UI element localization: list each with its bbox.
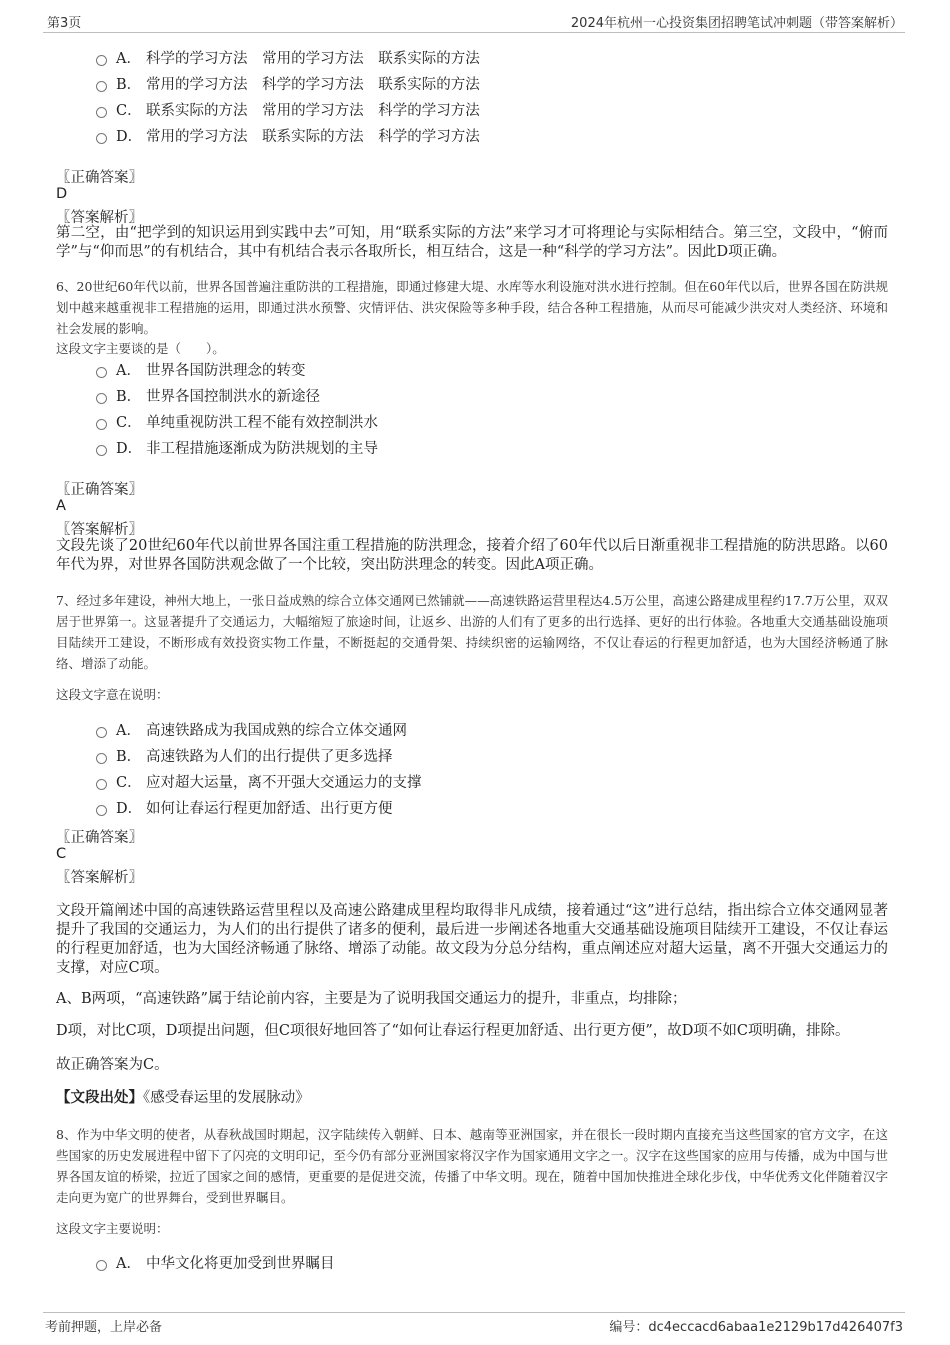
code-label: 编号：	[609, 1320, 649, 1335]
radio-icon[interactable]	[96, 1260, 107, 1271]
q6-answer-label: 〖正确答案〗	[56, 482, 143, 498]
q6-answer: A	[56, 498, 66, 514]
q5-analysis: 第二空，由“把学到的知识运用到实践中去”可知，用“联系实际的方法”来学习才可将理论与实际相结合。第三空，文段中，“俯而学”与“仰而思”的有机结合，其中有机结合表示各取所长，相互结合，这是一种“科学的学习方法”。因此D项正确。	[56, 225, 888, 260]
q5-option-d[interactable]: D． 常用的学习方法 联系实际的方法 科学的学习方法	[96, 122, 480, 148]
q6-analysis-label: 〖答案解析〗	[56, 522, 143, 538]
q5-option-b[interactable]: B． 常用的学习方法 科学的学习方法 联系实际的方法	[96, 70, 480, 96]
q7-option-c[interactable]: C． 应对超大运量，离不开强大交通运力的支撑	[96, 768, 422, 794]
q7-question: 这段文字意在说明：	[56, 687, 169, 702]
radio-icon[interactable]	[96, 367, 107, 378]
radio-icon[interactable]	[96, 753, 107, 764]
page-footer	[43, 1312, 905, 1337]
q8-question: 这段文字主要说明：	[56, 1221, 169, 1236]
radio-icon[interactable]	[96, 55, 107, 66]
q5-analysis-label: 〖答案解析〗	[56, 210, 143, 226]
q7-option-b[interactable]: B． 高速铁路为人们的出行提供了更多选择	[96, 742, 422, 768]
footer-code	[609, 1316, 903, 1335]
q6-option-d[interactable]: D． 非工程措施逐渐成为防洪规划的主导	[96, 434, 378, 460]
q5-answer: D	[56, 186, 68, 202]
q7-analysis-label: 〖答案解析〗	[56, 870, 143, 886]
radio-icon[interactable]	[96, 81, 107, 92]
radio-icon[interactable]	[96, 107, 107, 118]
q7-option-d[interactable]: D． 如何让春运行程更加舒适、出行更方便	[96, 794, 422, 820]
source-label: 【文段出处】	[56, 1089, 143, 1106]
q8-stem: 8、作为中华文明的使者，从春秋战国时期起，汉字陆续传入朝鲜、日本、越南等亚洲国家，并在很长一段时期内直接充当这些国家的官方文字，在这些国家的历史发展进程中留下了闪亮的文明印记，至今仍有部分亚洲国家将汉字作为国家通用文字之一。汉字在这些国家的应用与传播，成为中国与世界各国友谊的桥梁，拉近了国家之间的感情，更重要的是促进交流，传播了中华文明。现在，随着中国加快推进全球化步伐，中华优秀文化伴随着汉字走向更为宽广的世界舞台，受到世界瞩目。	[56, 1127, 888, 1205]
source-text: 《感受春运里的发展脉动》	[143, 1090, 310, 1106]
q8-options	[96, 1249, 335, 1275]
q7-stem: 7、经过多年建设，神州大地上，一张日益成熟的综合立体交通网已然铺就——高速铁路运营里程达4.5万公里，高速公路建成里程约17.7万公里，双双居于世界第一。这显著提升了交通运力，大幅缩短了旅途时间，让返乡、出游的人们有了更多的出行选择、更好的出行体验。各地重大交通基础设施项目陆续开工建设，不断形成有效投资实物工作量，不断挺起的交通骨架、持续织密的运输网络，不仅让春运的行程更加舒适，也为大国经济畅通了脉络、增添了动能。	[56, 593, 888, 671]
q7-answer-label: 〖正确答案〗	[56, 830, 143, 846]
q7-analysis-paragraph-3: D项，对比C项，D项提出问题，但C项很好地回答了“如何让春运行程更加舒适、出行更方便”，故D项不如C项明确，排除。	[56, 1023, 850, 1039]
radio-icon[interactable]	[96, 393, 107, 404]
q5-option-c[interactable]: C． 联系实际的方法 常用的学习方法 科学的学习方法	[96, 96, 480, 122]
q5-option-a[interactable]: A． 科学的学习方法 常用的学习方法 联系实际的方法	[96, 44, 480, 70]
q7-analysis-paragraph-2: A、B两项，“高速铁路”属于结论前内容，主要是为了说明我国交通运力的提升，非重点，均排除；	[56, 991, 687, 1007]
q6-option-c[interactable]: C． 单纯重视防洪工程不能有效控制洪水	[96, 408, 378, 434]
q7-analysis-paragraph-1: 文段开篇阐述中国的高速铁路运营里程以及高速公路建成里程均取得非凡成绩，接着通过“这”进行总结，指出综合立体交通网显著提升了我国的交通运力，为人们的出行提供了诸多的便利，最后进一步阐述各地重大交通基础设施项目陆续开工建设，不仅让春运的行程更加舒适，也为大国经济畅通了脉络、增添了动能。故文段为分总分结构，重点阐述应对超大运量，离不开强大交通运力的支撑，对应C项。	[56, 903, 888, 976]
footer-slogan: 考前押题，上岸必备	[45, 1320, 163, 1335]
q5-answer-label: 〖正确答案〗	[56, 170, 143, 186]
q6-option-a[interactable]: A． 世界各国防洪理念的转变	[96, 356, 378, 382]
radio-icon[interactable]	[96, 133, 107, 144]
page-header	[43, 10, 905, 33]
q7-analysis-paragraph-4: 故正确答案为C。	[56, 1057, 169, 1073]
q6-options	[96, 356, 378, 460]
radio-icon[interactable]	[96, 445, 107, 456]
radio-icon[interactable]	[96, 419, 107, 430]
q6-option-b[interactable]: B． 世界各国控制洪水的新途径	[96, 382, 378, 408]
q7-options	[96, 716, 422, 820]
q8-option-a[interactable]: A． 中华文化将更加受到世界瞩目	[96, 1249, 335, 1275]
radio-icon[interactable]	[96, 727, 107, 738]
page-number: 第3页	[47, 16, 82, 31]
q6-stem: 6、20世纪60年代以前，世界各国普遍注重防洪的工程措施，即通过修建大堤、水库等水利设施对洪水进行控制。但在60年代以后，世界各国在防洪规划中越来越重视非工程措施的运用，即通过洪水预警、灾情评估、洪灾保险等多种手段，结合各种工程措施，从而尽可能减少洪灾对人类经济、环境和社会发展的影响。	[56, 279, 888, 336]
q5-options	[96, 44, 480, 148]
q6-analysis: 文段先谈了20世纪60年代以前世界各国注重工程措施的防洪理念，接着介绍了60年代以后日渐重视非工程措施的防洪思路。以60年代为界，对世界各国防洪观念做了一个比较，突出防洪理念的转变。因此A项正确。	[56, 538, 888, 573]
code-value: dc4eccacd6abaa1e2129b17d426407f3	[648, 1320, 903, 1335]
radio-icon[interactable]	[96, 805, 107, 816]
radio-icon[interactable]	[96, 779, 107, 790]
q7-answer: C	[56, 846, 67, 862]
q6-question: 这段文字主要谈的是（ ）。	[56, 341, 225, 356]
q7-option-a[interactable]: A． 高速铁路成为我国成熟的综合立体交通网	[96, 716, 422, 742]
document-title: 2024年杭州一心投资集团招聘笔试冲刺题（带答案解析）	[570, 16, 903, 31]
q7-source	[56, 1088, 888, 1108]
